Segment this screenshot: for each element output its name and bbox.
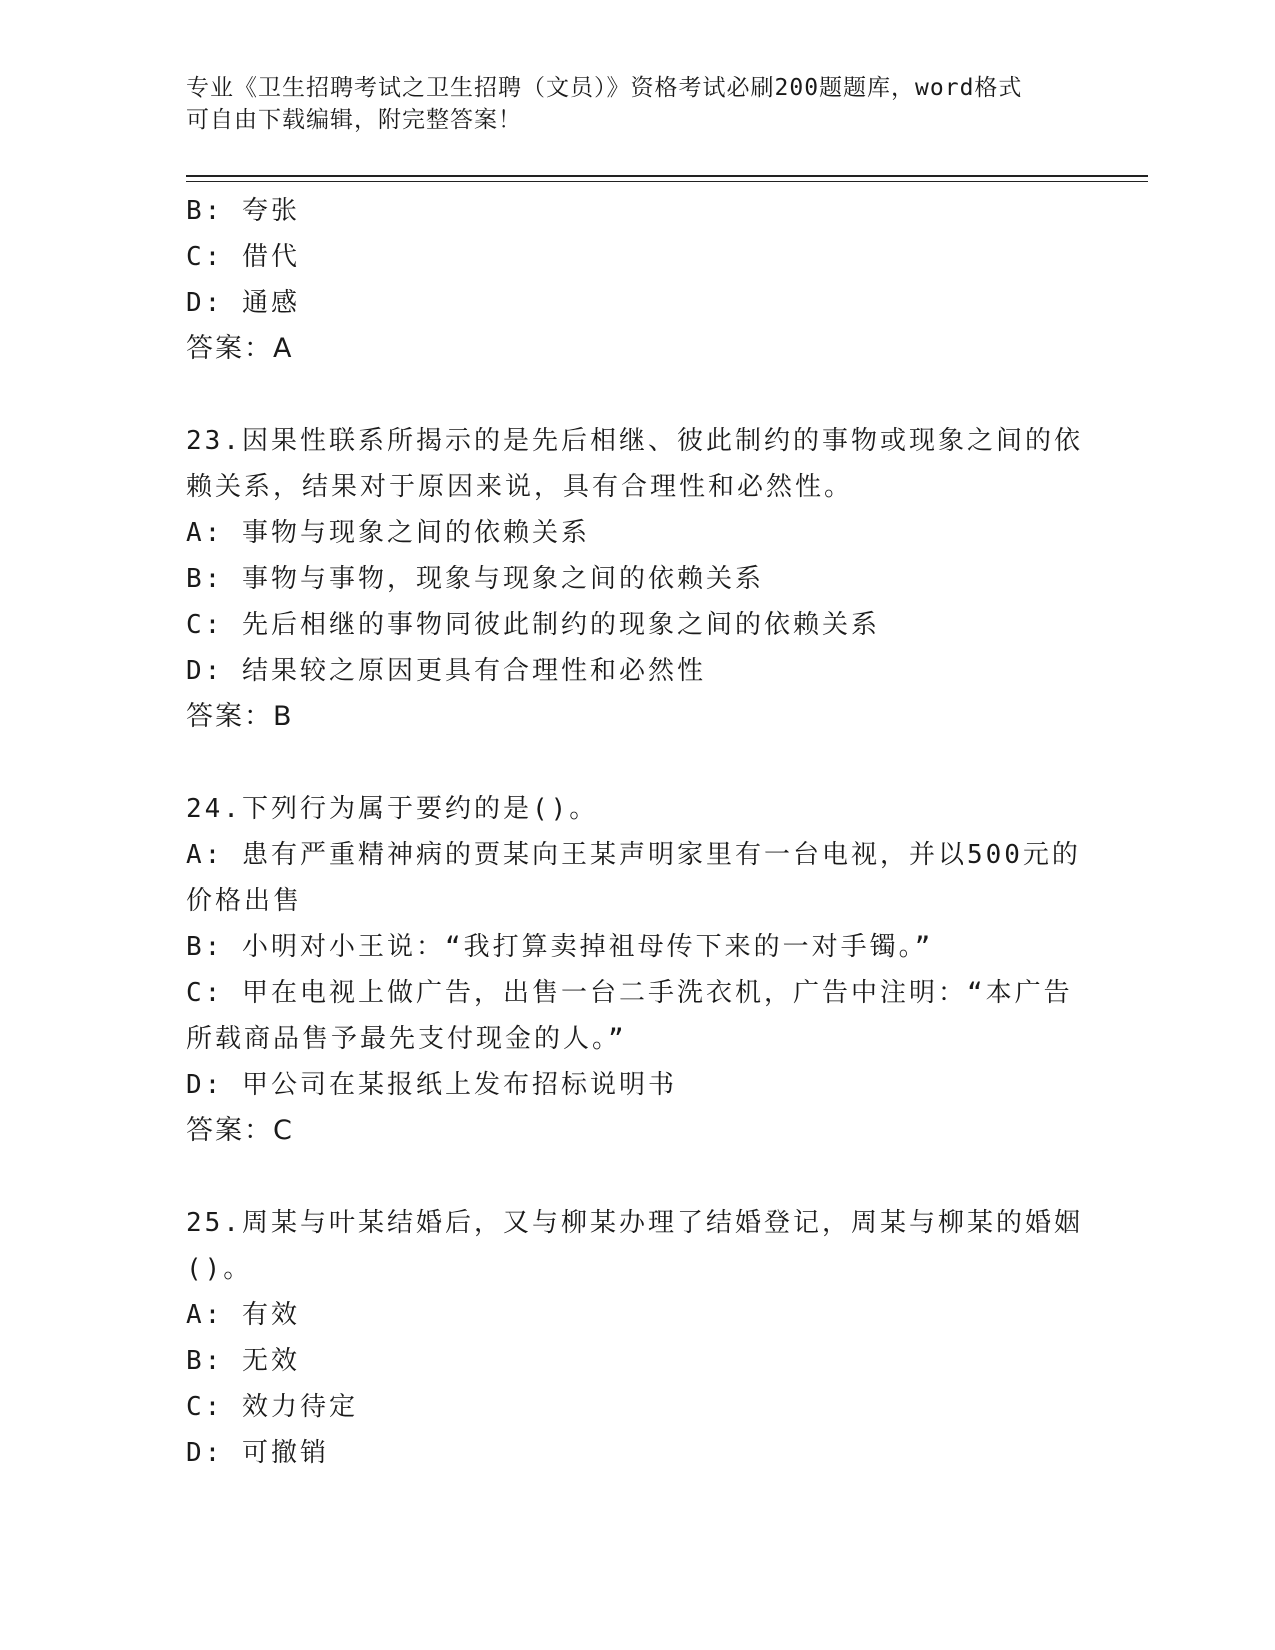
spacer [186,1154,1086,1200]
header-divider-thin [186,181,1148,182]
answer-line: 答案：B [186,701,294,732]
header-divider-thick [186,175,1148,177]
option-b: B: 事物与事物，现象与现象之间的依赖关系 [186,564,764,594]
option-b: B: 小明对小王说：“我打算卖掉祖母传下来的一对手镯。” [186,932,934,962]
question-22-tail [186,188,1086,372]
question-25 [186,1200,1086,1476]
spacer [186,372,1086,418]
header-title-line-2: 可自由下载编辑，附完整答案！ [186,107,522,133]
option-a-line-1: A: 患有严重精神病的贾某向王某声明家里有一台电视，并以500元的 [186,840,1081,870]
option-a: A: 事物与现象之间的依赖关系 [186,518,590,548]
question-23 [186,418,1086,740]
header-title-line-1: 专业《卫生招聘考试之卫生招聘（文员）》资格考试必刷200题题库，word格式 [186,75,1023,101]
spacer [186,740,1086,786]
question-stem-line-1: 23.因果性联系所揭示的是先后相继、彼此制约的事物或现象之间的依 [186,426,1083,456]
option-c-line-2: 所载商品售予最先支付现金的人。” [186,1024,627,1054]
question-stem-line-2: ()。 [186,1254,253,1284]
answer-line: 答案：C [186,1115,294,1146]
document-header [186,72,1066,136]
option-c-line-1: C: 甲在电视上做广告，出售一台二手洗衣机，广告中注明：“本广告 [186,978,1073,1008]
answer-line: 答案：A [186,333,294,364]
option-c: C: 借代 [186,242,300,272]
question-stem-line-2: 赖关系，结果对于原因来说，具有合理性和必然性。 [186,472,854,502]
question-24 [186,786,1086,1154]
option-d: D: 通感 [186,288,300,318]
option-d: D: 可撤销 [186,1438,329,1468]
option-a-line-2: 价格出售 [186,886,303,916]
option-a: A: 有效 [186,1300,300,1330]
option-c: C: 效力待定 [186,1392,358,1422]
question-stem: 24.下列行为属于要约的是()。 [186,794,599,824]
question-list [186,188,1086,1476]
option-d: D: 甲公司在某报纸上发布招标说明书 [186,1070,677,1100]
option-b: B: 夸张 [186,196,300,226]
option-b: B: 无效 [186,1346,300,1376]
option-d: D: 结果较之原因更具有合理性和必然性 [186,656,706,686]
question-stem-line-1: 25.周某与叶某结婚后，又与柳某办理了结婚登记，周某与柳某的婚姻 [186,1208,1083,1238]
option-c: C: 先后相继的事物同彼此制约的现象之间的依赖关系 [186,610,880,640]
